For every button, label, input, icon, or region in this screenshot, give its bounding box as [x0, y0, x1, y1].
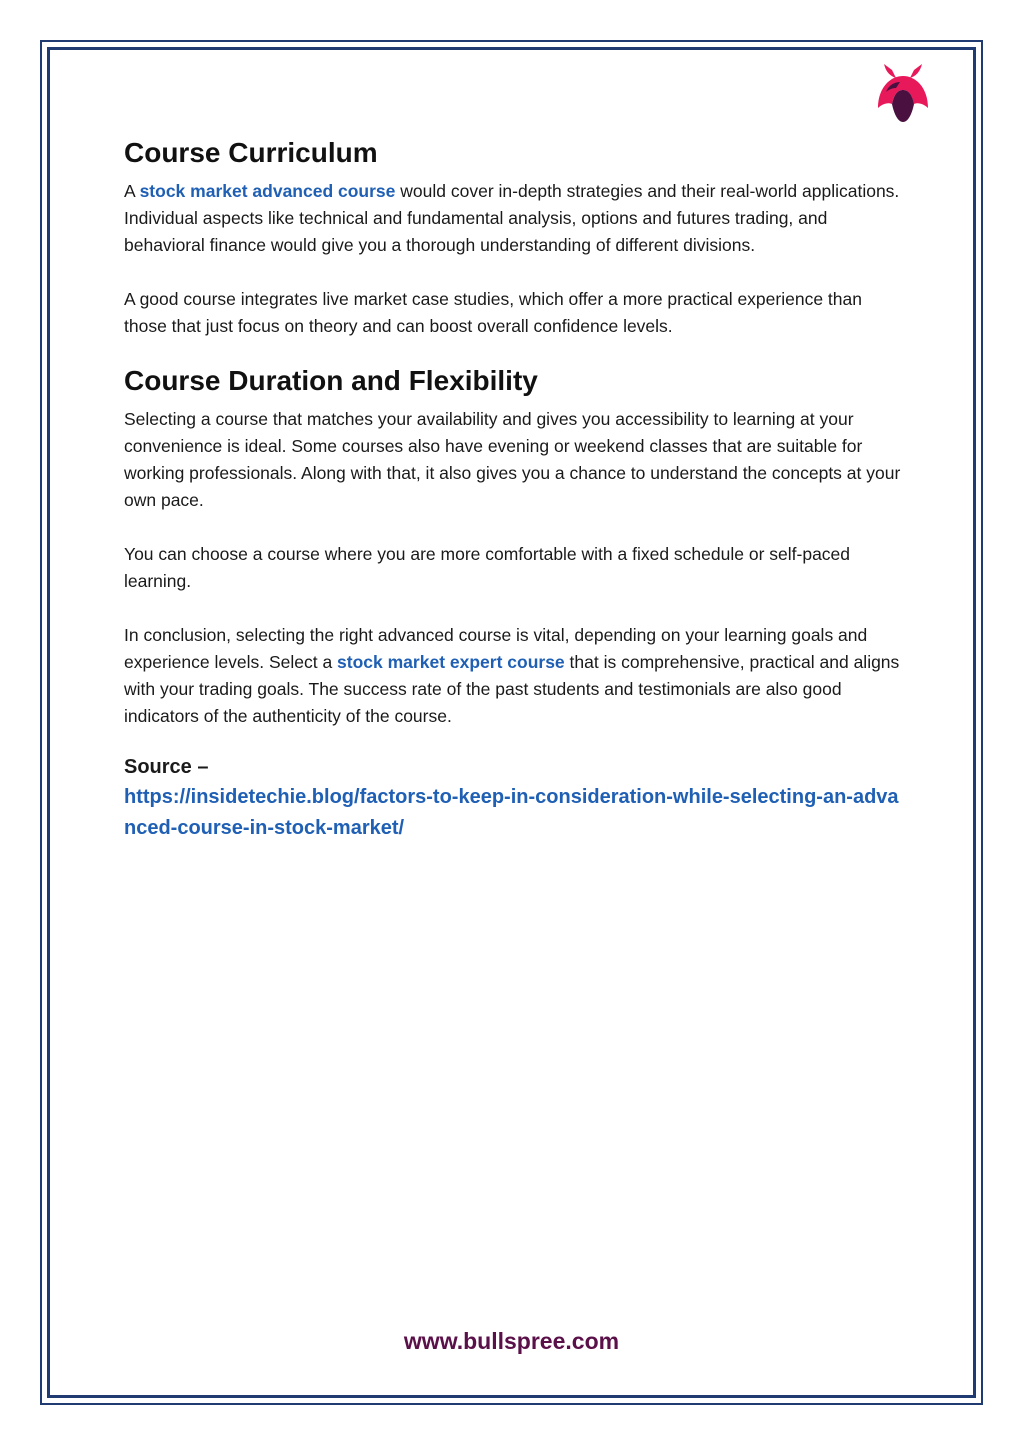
source-link[interactable]: https://insidetechie.blog/factors-to-keep-in-consideration-while-selecting-an-advanced-course-in-stock-market/ — [124, 786, 899, 839]
curriculum-paragraph-2: A good course integrates live market case studies, which offer a more practical experience than those that just focus on theory and can boost overall confidence levels. — [124, 289, 862, 336]
expert-course-link[interactable]: stock market expert course — [337, 652, 565, 672]
article-body — [124, 134, 904, 844]
footer-website-link[interactable]: www.bullspree.com — [403, 1328, 620, 1354]
advanced-course-link[interactable]: stock market advanced course — [139, 181, 396, 201]
section-heading-curriculum: Course Curriculum — [124, 137, 378, 168]
bull-logo-icon — [872, 58, 934, 126]
section-heading-duration: Course Duration and Flexibility — [124, 365, 538, 396]
curriculum-paragraph-1: A stock market advanced course would cover in-depth strategies and their real-world applications. Individual aspects like technical and fundamental analysis, options and futures trading, and behavioral finance would give you a thorough understanding of different divisions. — [124, 181, 900, 255]
source-label: Source – — [124, 756, 209, 778]
conclusion-paragraph: In conclusion, selecting the right advanced course is vital, depending on your learning goals and experience levels. Select a stock market expert course that is comprehensive, practical and aligns with your trading goals. The success rate of the past students and testimonials are also good indicators of the authenticity of the course. — [124, 625, 900, 726]
duration-paragraph-1: Selecting a course that matches your availability and gives you accessibility to learning at your convenience is ideal. Some courses also have evening or weekend classes that are suitable for working professionals. Along with that, it also gives you a chance to understand the concepts at your own pace. — [124, 409, 901, 510]
duration-paragraph-2: You can choose a course where you are more comfortable with a fixed schedule or self-paced learning. — [124, 544, 851, 591]
